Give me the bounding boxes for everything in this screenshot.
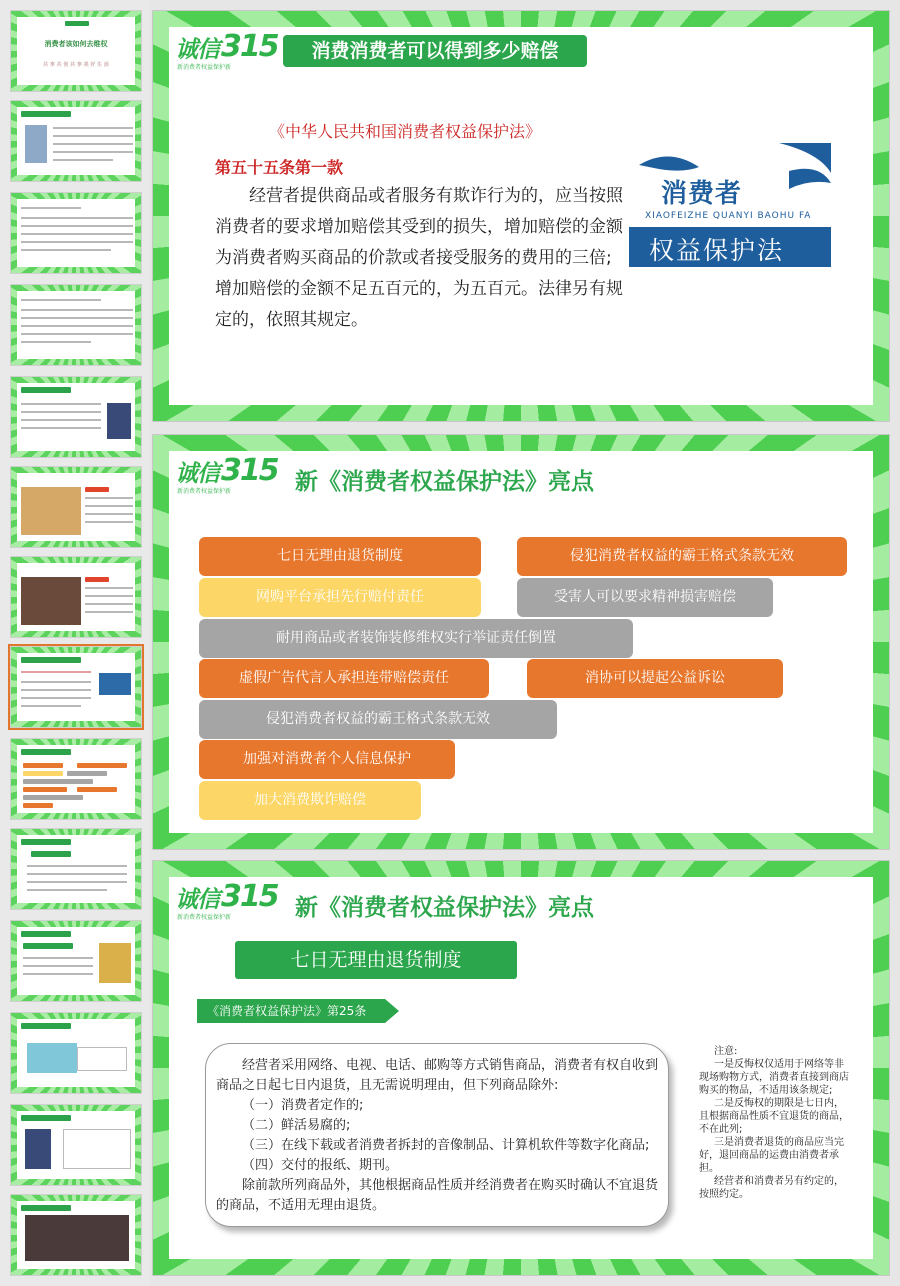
logo: 诚信 315 新消费者权益保护新 — [175, 453, 278, 495]
logo: 诚信 315 新消费者权益保护新 — [175, 879, 278, 921]
slide-highlights — [152, 434, 890, 850]
slide-thumbnail-2[interactable] — [10, 100, 142, 182]
slide-thumbnail-14[interactable] — [10, 1194, 142, 1276]
highlight-item: 耐用商品或者装饰装修维权实行举证责任倒置 — [199, 619, 633, 658]
thumbnail-subtitle: 共 享 共 创 共 享 美 好 生 活 — [43, 62, 109, 68]
slide-thumbnail-7[interactable] — [10, 556, 142, 638]
consumer-law-image: 消费者 XIAOFEIZHE QUANYI BAOHU FA 权益保护法 — [629, 143, 831, 267]
highlight-item: 侵犯消费者权益的霸王格式条款无效 — [199, 700, 557, 739]
highlight-item: 加大消费欺诈赔偿 — [199, 781, 421, 820]
slide-compensation — [152, 10, 890, 422]
arrow-icon — [385, 999, 399, 1023]
slide-thumbnail-12[interactable] — [10, 1012, 142, 1094]
note-text: 注意: 一是反悔权仅适用于网络等非现场购物方式，消费者直接到商店购买的物品，不适用该条规定; 二是反悔权的期限是七日内，且根据商品性质不宜退货的商品，不在此列; 三是消费者退货的商品应当完好，退回商品的运费由消费者承担。 经营者和消费者另有约定的，按照约定。 — [699, 1046, 849, 1200]
source-label: 《消费者权益保护法》第25条 — [197, 999, 385, 1023]
slide-thumbnail-5[interactable] — [10, 376, 142, 458]
slide-thumbnail-1[interactable] — [10, 10, 142, 92]
slide-thumbnail-11[interactable] — [10, 920, 142, 1002]
slide-title: 新《消费者权益保护法》亮点 — [295, 895, 594, 921]
article-text: 经营者提供商品或者服务有欺诈行为的，应当按照消费者的要求增加赔偿其受到的损失，增加赔偿的金额为消费者购买商品的价款或者接受服务的费用的三倍;增加赔偿的金额不足五百元的，为五百元。法律另有规定的，依照其规定。 — [215, 186, 623, 330]
section-heading: 七日无理由退货制度 — [235, 941, 517, 979]
slide-title: 新《消费者权益保护法》亮点 — [295, 469, 594, 495]
slide-seven-day-return — [152, 860, 890, 1276]
slide-content — [169, 877, 873, 1259]
article-box: 经营者采用网络、电视、电话、邮购等方式销售商品，消费者有权自收到商品之日起七日内退货，且无需说明理由，但下列商品除外: （一）消费者定作的; （二）鲜活易腐的; （三）在线下载或者消费者拆封的音像制品、计算机软件等数字化商品; （四）交付的报纸、期刊。 除前款所列商品外，其他根据商品性质并经消费者在购买时确认不宜退货的商品，不适用无理由退货。 — [205, 1043, 669, 1227]
article-number: 第五十五条第一款 — [215, 158, 344, 177]
slide-thumbnail-4[interactable] — [10, 284, 142, 366]
slide-thumbnail-panel — [0, 0, 150, 1286]
highlight-item: 网购平台承担先行赔付责任 — [199, 578, 481, 617]
slide-thumbnail-8[interactable] — [10, 646, 142, 728]
slide-thumbnail-10[interactable] — [10, 828, 142, 910]
slide-thumbnail-13[interactable] — [10, 1104, 142, 1186]
highlight-item: 侵犯消费者权益的霸王格式条款无效 — [517, 537, 847, 576]
highlight-item: 虚假广告代言人承担连带赔偿责任 — [199, 659, 489, 698]
highlight-item: 七日无理由退货制度 — [199, 537, 481, 576]
slide-title: 消费消费者可以得到多少赔偿 — [283, 35, 587, 67]
slide-thumbnail-6[interactable] — [10, 466, 142, 548]
logo: 诚信 315 新消费者权益保护新 — [175, 29, 278, 71]
slide-content — [169, 451, 873, 833]
slide-thumbnail-9[interactable] — [10, 738, 142, 820]
slide-content — [169, 27, 873, 405]
slide-thumbnail-3[interactable] — [10, 192, 142, 274]
highlight-item: 受害人可以要求精神损害赔偿 — [517, 578, 773, 617]
law-name: 《中华人民共和国消费者权益保护法》 — [269, 122, 542, 141]
highlight-item: 消协可以提起公益诉讼 — [527, 659, 783, 698]
highlight-item: 加强对消费者个人信息保护 — [199, 740, 455, 779]
thumbnail-title: 消费者该如何去维权 — [44, 40, 108, 48]
